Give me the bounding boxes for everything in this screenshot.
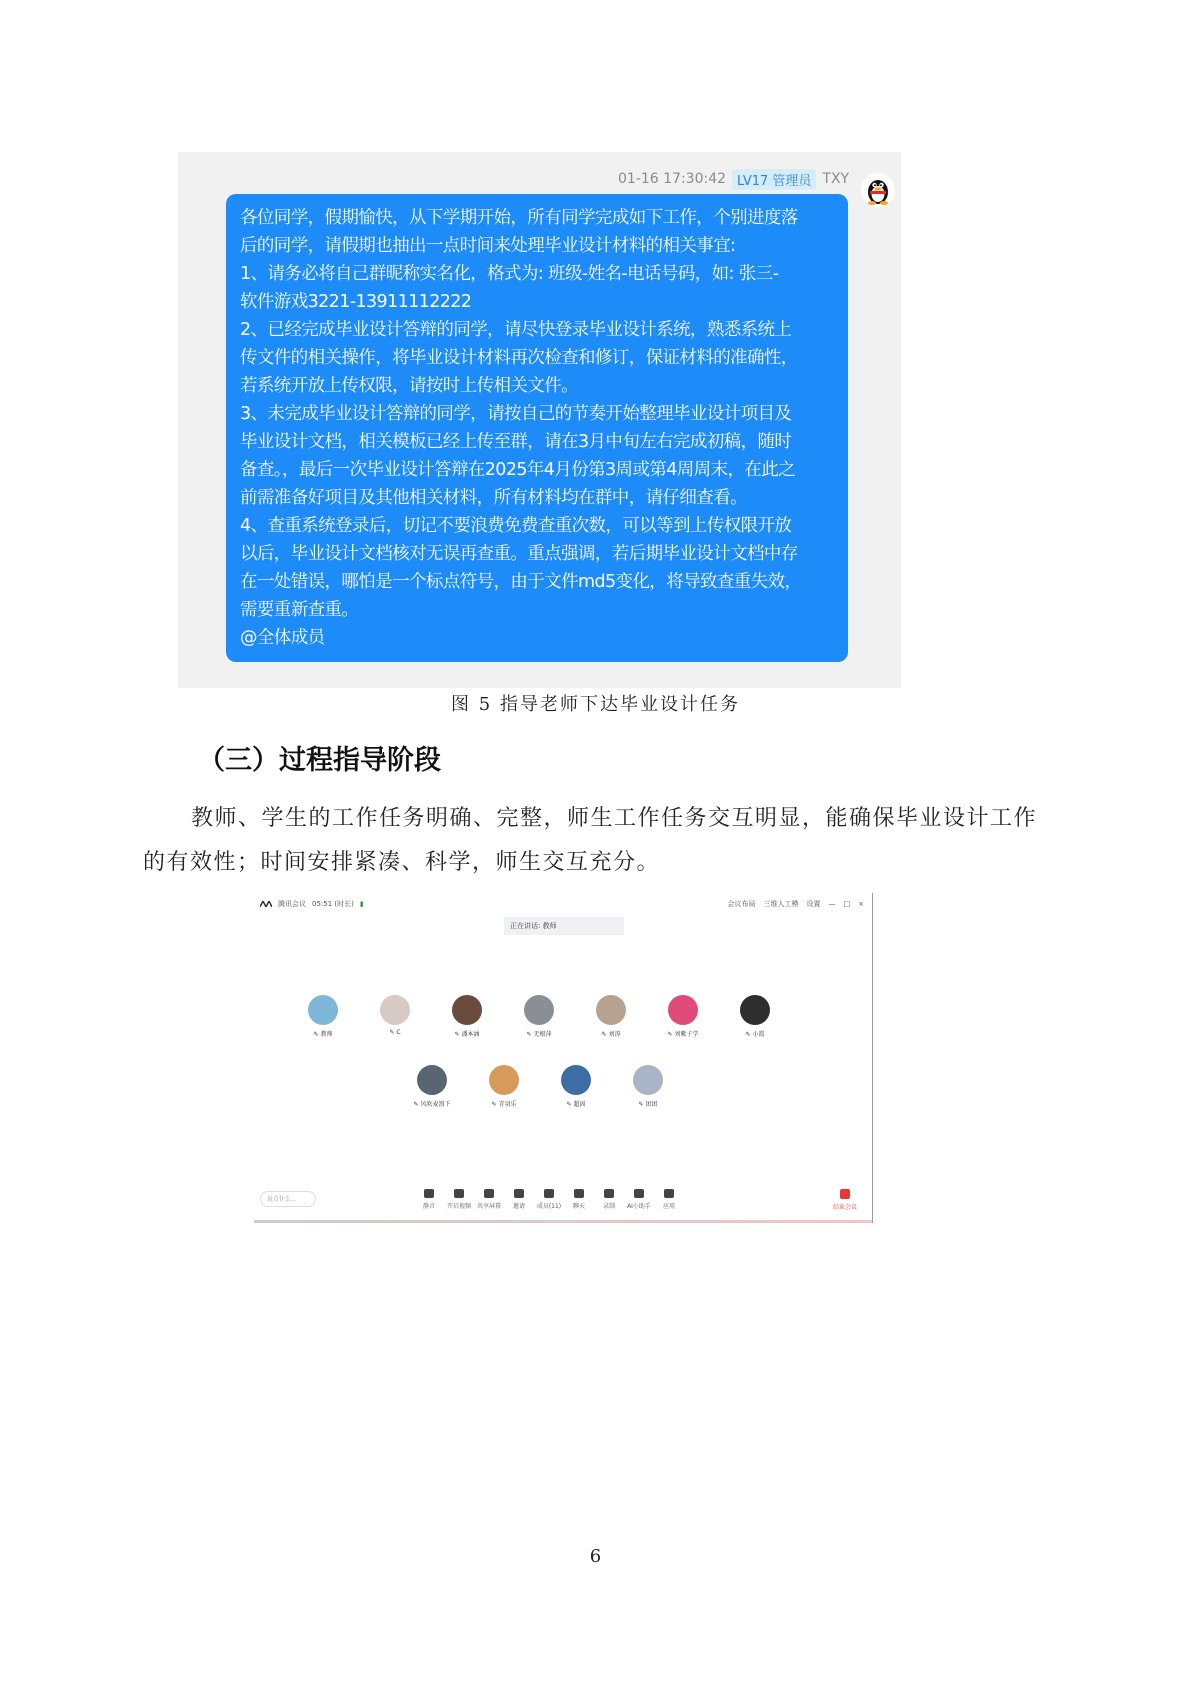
message-meta (618, 169, 849, 189)
message-line: 在一处错误，哪怕是一个标点符号，由于文件md5变化，将导致查重失效， (240, 572, 802, 592)
toolbar-button[interactable] (444, 1189, 474, 1210)
avatar (596, 995, 626, 1025)
avatar (308, 995, 338, 1025)
paragraph-line-2: 的有效性；时间安排紧凑、科学，师生交互充分。 (143, 850, 661, 875)
participant-tile[interactable] (293, 995, 353, 1038)
signal-icon: ▮ (359, 900, 364, 908)
participant-tile[interactable] (725, 995, 785, 1038)
toolbar-label: 成员(11) (536, 1203, 562, 1210)
minimize-icon[interactable]: — (828, 900, 836, 908)
toolbar-icon (424, 1189, 434, 1198)
avatar (668, 995, 698, 1025)
meeting-logo-icon (260, 901, 272, 907)
participant-name: ✎ 教师 (313, 1031, 333, 1038)
participant-name: ✎ 潘本涵 (454, 1031, 480, 1038)
toolbar-icon (604, 1189, 614, 1198)
toolbar-button[interactable] (624, 1189, 654, 1210)
message-line: 各位同学，假期愉快，从下学期开始，所有同学完成如下工作，个别进度落 (240, 208, 798, 228)
participant-tile[interactable] (437, 995, 497, 1038)
meeting-title-bar (254, 893, 872, 915)
avatar (633, 1065, 663, 1095)
participant-name: ✎ C (389, 1029, 401, 1036)
toolbar-button[interactable] (534, 1189, 564, 1210)
message-line: 传文件的相关操作，将毕业设计材料再次检查和修订，保证材料的准确性， (240, 348, 798, 368)
exit-icon (840, 1189, 850, 1199)
toolbar-icon (574, 1189, 584, 1198)
participant-tile[interactable] (365, 995, 425, 1036)
participant-name: ✎ 风吹麦浪下 (413, 1101, 451, 1108)
participant-name: ✎ 小霞 (745, 1031, 765, 1038)
participant-tile[interactable] (402, 1065, 462, 1108)
toolbar-icon (484, 1189, 494, 1198)
message-line: 后的同学，请假期也抽出一点时间来处理毕业设计材料的相关事宜: (240, 236, 736, 256)
message-line: 若系统开放上传权限，请按时上传相关文件。 (240, 376, 578, 396)
chat-input[interactable]: 说点什么... (260, 1191, 316, 1207)
message-line: 2、已经完成毕业设计答辩的同学，请尽快登录毕业设计系统，熟悉系统上 (240, 320, 792, 340)
toolbar-button[interactable] (414, 1189, 444, 1210)
toolbar-label: 静音 (422, 1203, 435, 1210)
participant-tile[interactable] (618, 1065, 678, 1108)
avatar (489, 1065, 519, 1095)
toolbar-label: 开启视频 (446, 1203, 471, 1210)
toolbar-icon (544, 1189, 554, 1198)
avatar (417, 1065, 447, 1095)
meeting-duration: 05:51 (时长) (312, 900, 354, 908)
sender-name: TXY (822, 171, 850, 187)
message-bubble (226, 194, 848, 662)
participant-name: ✎ 无根萍 (526, 1031, 552, 1038)
divider (254, 1220, 872, 1223)
toolbar-button[interactable] (654, 1189, 684, 1210)
message-line: 软件游戏3221-13911112222 (240, 292, 472, 312)
toolbar-button[interactable] (564, 1189, 594, 1210)
message-line: 以后，毕业设计文档核对无误再查重。重点强调，若后期毕业设计文档中存 (240, 544, 798, 564)
chat-screenshot (178, 152, 901, 688)
toolbar-label: 录制 (602, 1203, 615, 1210)
participant-tile[interactable] (546, 1065, 606, 1108)
toolbar-button[interactable] (594, 1189, 624, 1210)
message-line: 需要重新查重。 (240, 600, 359, 620)
section-heading: （三）过程指导阶段 (198, 745, 441, 776)
participant-tile[interactable] (474, 1065, 534, 1108)
toolbar-icon (664, 1189, 674, 1198)
leave-label: 结束会议 (832, 1204, 857, 1211)
maximize-icon[interactable]: □ (843, 900, 851, 908)
app-name: 腾讯会议 (278, 900, 306, 908)
meeting-screenshot (254, 893, 873, 1223)
avatar (561, 1065, 591, 1095)
toolbar-label: 应用 (662, 1203, 675, 1210)
avatar (452, 995, 482, 1025)
toolbar-label: 聊天 (572, 1203, 585, 1210)
participant-tile[interactable] (653, 995, 713, 1038)
message-line: @全体成员 (240, 628, 325, 648)
avatar (740, 995, 770, 1025)
message-timestamp: 01-16 17:30:42 (618, 171, 727, 187)
title-bar-item[interactable]: 三维人工模 (763, 900, 799, 908)
title-bar-item[interactable]: 会议布局 (727, 900, 756, 908)
toolbar-icon (514, 1189, 524, 1198)
title-bar-item[interactable]: 设置 (806, 900, 821, 908)
toolbar-label: 邀请 (512, 1203, 525, 1210)
message-line: 4、查重系统登录后，切记不要浪费免费查重次数，可以等到上传权限开放 (240, 516, 792, 536)
meeting-toolbar (254, 1189, 872, 1215)
toolbar-icon (634, 1189, 644, 1198)
toolbar-button[interactable] (474, 1189, 504, 1210)
message-line: 备查。，最后一次毕业设计答辩在2025年4月份第3周或第4周周末，在此之 (240, 460, 796, 480)
message-line: 前需准备好项目及其他相关材料，所有材料均在群中，请仔细查看。 (240, 488, 747, 508)
participant-tile[interactable] (581, 995, 641, 1038)
toolbar-icon (454, 1189, 464, 1198)
avatar (380, 995, 410, 1025)
participant-name: ✎ 刘紫子学 (667, 1031, 699, 1038)
figure-caption: 图 5 指导老师下达毕业设计任务 (451, 694, 740, 715)
message-line: 毕业设计文档，相关模板已经上传至群，请在3月中旬左右完成初稿，随时 (240, 432, 792, 452)
close-icon[interactable]: × (858, 900, 864, 908)
level-badge: LV17 管理员 (732, 169, 816, 190)
qq-penguin-avatar-icon (860, 172, 896, 208)
participant-name: ✎ 超固 (566, 1101, 586, 1108)
paragraph-line-1: 教师、学生的工作任务明确、完整，师生工作任务交互明显，能确保毕业设计工作 (191, 806, 1038, 831)
body-paragraph (143, 797, 1053, 885)
participant-name: ✎ 团团 (638, 1101, 658, 1108)
message-line: 3、未完成毕业设计答辩的同学，请按自己的节奏开始整理毕业设计项目及 (240, 404, 792, 424)
participant-name: ✎ 刘涛 (601, 1031, 621, 1038)
leave-meeting-button[interactable] (828, 1189, 862, 1211)
participant-name: ✎ 青羽乐 (491, 1101, 517, 1108)
participant-tile[interactable] (509, 995, 569, 1038)
avatar (524, 995, 554, 1025)
speaking-indicator: 正在讲话: 教师 (504, 917, 624, 935)
toolbar-button[interactable] (504, 1189, 534, 1210)
page-number: 6 (589, 1546, 602, 1567)
toolbar-label: AI小助手 (627, 1203, 651, 1210)
message-line: 1、请务必将自己群昵称实名化，格式为: 班级-姓名-电话号码，如: 张三- (240, 264, 779, 284)
toolbar-label: 共享屏幕 (476, 1203, 501, 1210)
